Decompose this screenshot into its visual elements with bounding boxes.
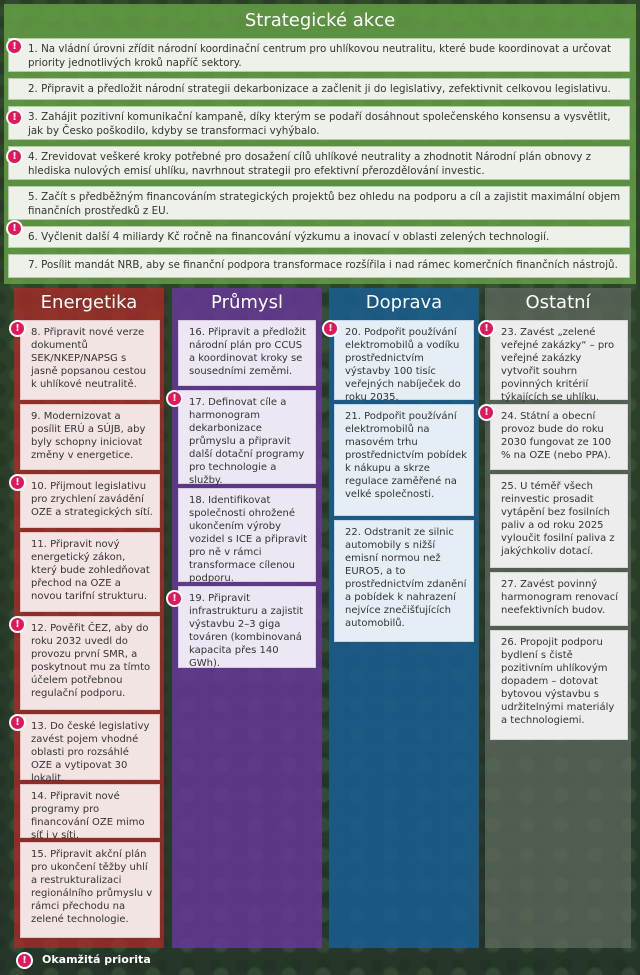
action-card-16 xyxy=(178,320,316,386)
action-text: 3. Zahájit pozitivní komunikační kampaně, díky kterým se podaří dosáhnout společenského konsensu a vysvětlit, jak by Česko poškodilo, kdyby se transformaci vyhýbalo. xyxy=(28,111,611,137)
strategic-action-7 xyxy=(8,254,630,278)
action-card-18 xyxy=(178,488,316,582)
action-card-15 xyxy=(20,842,160,938)
action-card-14 xyxy=(20,784,160,841)
exclamation-icon: ! xyxy=(16,952,33,969)
exclamation-icon: ! xyxy=(166,590,183,607)
strategic-action-6 xyxy=(8,226,630,248)
exclamation-icon: ! xyxy=(9,320,26,337)
card-text: 24. Státní a obecní provoz bude do roku 2030 fungovat ze 100 % na OZE (nebo PPA). xyxy=(501,411,612,461)
column-title: Ostatní xyxy=(525,292,591,313)
action-text: 4. Zrevidovat veškeré kroky potřebné pro dosažení cílů uhlíkové neutrality a zhodnotit Národní plán obnovy z hlediska nulových emisí uhlíku, navrhnout strategii pro efektivní přerozdělování investic. xyxy=(28,151,592,177)
strategic-action-1 xyxy=(8,38,630,72)
action-card-24 xyxy=(490,404,628,470)
column-title: Průmysl xyxy=(211,292,283,313)
card-text: 15. Připravit akční plán pro ukončení těžby uhlí a restrukturalizaci regionálního průmyslu v rámci přechodu na zelené technologie. xyxy=(31,849,153,925)
card-text: 27. Zavést povinný harmonogram renovací neefektivních budov. xyxy=(501,579,619,616)
action-text: 1. Na vládní úrovni zřídit národní koordinační centrum pro uhlíkovou neutralitu, které bude koordinovat a určovat priority jednotlivých kroků napříč sektory. xyxy=(28,43,612,69)
exclamation-icon: ! xyxy=(322,320,339,337)
action-text: 2. Připravit a předložit národní strategii dekarbonizace a začlenit ji do legislativy, zefektivnit celkovou legislativu. xyxy=(28,83,611,95)
action-card-20 xyxy=(334,320,474,403)
column-title: Energetika xyxy=(40,292,138,313)
action-card-8 xyxy=(20,320,160,400)
legend-label: Okamžitá priorita xyxy=(42,953,151,966)
exclamation-icon: ! xyxy=(6,220,23,237)
card-text: 17. Definovat cíle a harmonogram dekarbonizace průmyslu a připravit další dotační programy pro technologie a služby. xyxy=(189,397,305,486)
strategic-action-3 xyxy=(8,106,630,140)
card-text: 23. Zavést „zelené veřejné zakázky“ – pro veřejné zakázky vytvořit souhrn povinných kritérií týkajících se uhlíku. xyxy=(501,327,615,403)
action-card-25 xyxy=(490,474,628,568)
card-text: 25. U téměř všech reinvestic prosadit vytápění bez fosilních paliv a od roku 2025 vyloučit fosilní paliva z jakýchkoliv dotací. xyxy=(501,481,615,557)
card-text: 8. Připravit nové verze dokumentů SEK/NKEP/NAPSG s jasně popsanou cestou k uhlíkové neutralitě. xyxy=(31,327,147,390)
action-text: 7. Posílit mandát NRB, aby se finanční podpora transformace rozšířila i nad rámec komerčních finančních nástrojů. xyxy=(28,259,618,271)
exclamation-icon: ! xyxy=(6,109,23,126)
card-text: 22. Odstranit ze silnic automobily s nižší emisní normou než EURO5, a to prostřednictvím zdanění a pobídek k nahrazení nejvíce znečišťujících automobilů. xyxy=(345,527,467,629)
card-text: 9. Modernizovat a posílit ERÚ a SÚJB, aby byly schopny iniciovat změny v energetice. xyxy=(31,411,146,461)
action-text: 6. Vyčlenit další 4 miliardy Kč ročně na financování výzkumu a inovací v oblasti zelených technologií. xyxy=(28,231,550,243)
action-card-11 xyxy=(20,532,160,612)
column-title: Doprava xyxy=(365,292,443,313)
action-card-26 xyxy=(490,630,628,740)
exclamation-icon: ! xyxy=(478,404,495,421)
action-card-12 xyxy=(20,616,160,710)
card-text: 16. Připravit a předložit národní plán pro CCUS a koordinovat kroky se sousedními zeměmi. xyxy=(189,327,307,377)
exclamation-icon: ! xyxy=(6,148,23,165)
page-title: Strategické akce xyxy=(244,10,396,31)
card-text: 26. Propojit podporu bydlení s čistě pozitivním uhlíkovým dopadem – dotovat bytovou výstavbu s udržitelnými materiály a technologiemi. xyxy=(501,637,615,726)
strategic-action-5 xyxy=(8,186,630,220)
card-text: 21. Podpořit používání elektromobilů na masovém trhu prostřednictvím pobídek k nákupu a skrze regulace zaměřené na velké společnosti. xyxy=(345,411,467,500)
action-card-22 xyxy=(334,520,474,642)
card-text: 12. Pověřit ČEZ, aby do roku 2032 uvedl do provozu první SMR, a poskytnout mu za tímto účelem potřebnou regulační podporu. xyxy=(31,623,151,699)
action-card-17 xyxy=(178,390,316,484)
action-card-10 xyxy=(20,474,160,528)
action-card-27 xyxy=(490,572,628,626)
card-text: 14. Připravit nové programy pro financování OZE mimo síť i v síti. xyxy=(31,791,145,841)
legend xyxy=(16,950,636,970)
card-text: 18. Identifikovat společnosti ohrožené ukončením výroby vozidel s ICE a připravit pro ně v rámci transformace cílenou podporu. xyxy=(189,495,308,584)
action-card-21 xyxy=(334,404,474,516)
action-text: 5. Začít s předběžným financováním strategických projektů bez ohledu na podporu a cíl a zajistit maximální objem finančních prostředků z EU. xyxy=(28,191,621,217)
card-text: 11. Připravit nový energetický zákon, který bude zohledňovat přechod na OZE a novou tarifní strukturu. xyxy=(31,539,150,602)
exclamation-icon: ! xyxy=(9,474,26,491)
strategic-action-4 xyxy=(8,146,630,180)
action-card-9 xyxy=(20,404,160,470)
action-card-23 xyxy=(490,320,628,403)
exclamation-icon: ! xyxy=(478,320,495,337)
strategic-action-2 xyxy=(8,78,630,100)
exclamation-icon: ! xyxy=(6,38,23,55)
exclamation-icon: ! xyxy=(9,616,26,633)
card-text: 10. Přijmout legislativu pro zrychlení zavádění OZE a strategických sítí. xyxy=(31,481,153,518)
action-card-13 xyxy=(20,714,160,784)
card-text: 19. Připravit infrastrukturu a zajistit výstavbu 2–3 giga továren (kombinovaná kapacita přes 140 GWh). xyxy=(189,593,304,669)
exclamation-icon: ! xyxy=(9,714,26,731)
exclamation-icon: ! xyxy=(166,390,183,407)
card-text: 13. Do české legislativy zavést pojem vhodné oblasti pro rozsáhlé OZE a vytipovat 30 lokalit. xyxy=(31,721,150,784)
action-card-19 xyxy=(178,586,316,668)
card-text: 20. Podpořit používání elektromobilů a vodíku prostřednictvím výstavby 100 tisíc veřejných nabíječek do roku 2035. xyxy=(345,327,461,403)
